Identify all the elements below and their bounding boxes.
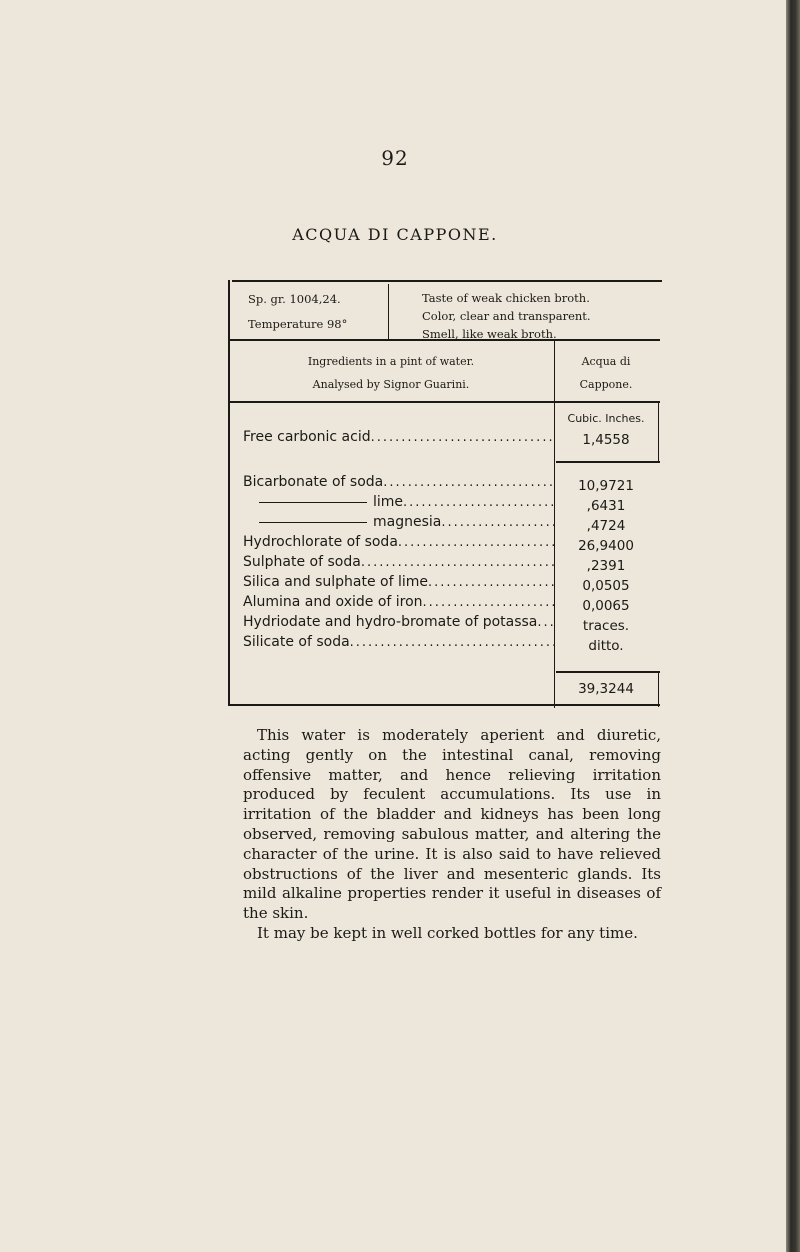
ingredient-name: Alumina and oxide of iron: [243, 594, 423, 610]
specific-gravity: Sp. gr. 1004,24.: [248, 292, 341, 306]
ingredient-row: [243, 427, 555, 447]
temperature: Temperature 98°: [248, 317, 348, 331]
ingredient-row: [243, 592, 555, 612]
ingredient-row: [243, 492, 555, 512]
ingredient-value: 0,0065: [582, 598, 630, 614]
subheader-bottom-rule: [228, 401, 660, 403]
analyst-label: Analysed by Signor Guarini.: [312, 378, 470, 391]
ingredient-value: 10,9721: [578, 478, 634, 494]
ingredient-row: [243, 512, 555, 532]
ingredient-value: 0,0505: [582, 578, 630, 594]
ingredient-name: Silica and sulphate of lime: [243, 574, 428, 590]
values-right-rule: [658, 403, 659, 461]
taste: Taste of weak chicken broth.: [422, 291, 590, 305]
ingredient-name: Sulphate of soda: [243, 554, 361, 570]
description-text: [243, 726, 661, 944]
ingredients-label: Ingredients in a pint of water.: [307, 355, 475, 368]
ditto-dash: [259, 522, 367, 523]
ingredient-name: magnesia: [373, 514, 442, 530]
header-properties-left: [248, 287, 398, 337]
description-paragraph: This water is moderately aperient and diuretic, acting gently on the intestinal canal, removing offensive matter, and hence relieving irritation produced by feculent accumulations. Its use in irritation of the bladder and kidneys has been long observed, removing sabulous matter, and altering the character of the urine. It is also said to have relieved obstructions of the liver and mesenteric glands. Its mild alkaline properties render it useful in diseases of the skin.: [243, 726, 661, 923]
ingredient-row: [243, 572, 555, 592]
ingredient-row: [243, 612, 555, 632]
page-number: 92: [381, 146, 409, 170]
ingredient-name: Hydriodate and hydro-bromate of potassa: [243, 614, 538, 630]
column-title-line-1: Acqua di: [581, 355, 631, 368]
ingredient-value: ,4724: [586, 518, 626, 534]
ingredient-name: Free carbonic acid: [243, 429, 371, 445]
ingredient-row: [243, 632, 555, 652]
ingredient-name: Hydrochlorate of soda: [243, 534, 398, 550]
total-top-rule: [556, 671, 660, 673]
ditto-dash: [259, 502, 367, 503]
ingredient-value: 26,9400: [578, 538, 634, 554]
ingredient-value: ,2391: [586, 558, 626, 574]
column-title-line-2: Cappone.: [579, 378, 633, 391]
total-value: 39,3244: [578, 681, 634, 697]
color: Color, clear and transparent.: [422, 309, 591, 323]
ingredient-row: [243, 552, 555, 572]
ingredient-row: [243, 472, 555, 492]
table-bottom-rule: [228, 704, 660, 706]
ingredient-name: Silicate of soda: [243, 634, 350, 650]
ingredient-row: [243, 532, 555, 552]
units-label: Cubic. Inches.: [567, 412, 645, 425]
storage-note: It may be kept in well corked bottles for any time.: [257, 923, 638, 942]
smell: Smell, like weak broth.: [422, 327, 557, 341]
ingredient-value: 1,4558: [582, 432, 630, 448]
gas-bottom-rule: [556, 461, 660, 463]
subheader-ingredients: [228, 350, 554, 396]
ingredient-name: lime: [373, 494, 404, 510]
table-top-rule: [232, 280, 662, 282]
table-left-rule: [228, 280, 230, 704]
ingredient-value: ditto.: [588, 638, 624, 654]
ingredient-value: traces.: [582, 618, 630, 634]
subheader-divider-vertical: [554, 341, 555, 401]
page-edge-shadow: [786, 0, 800, 1252]
ingredient-name: Bicarbonate of soda: [243, 474, 384, 490]
ingredient-value: ,6431: [586, 498, 626, 514]
total-right-rule: [658, 671, 659, 707]
subheader-column-title: [556, 350, 656, 396]
header-properties-right: [422, 289, 662, 343]
document-title: ACQUA DI CAPPONE.: [292, 225, 498, 244]
